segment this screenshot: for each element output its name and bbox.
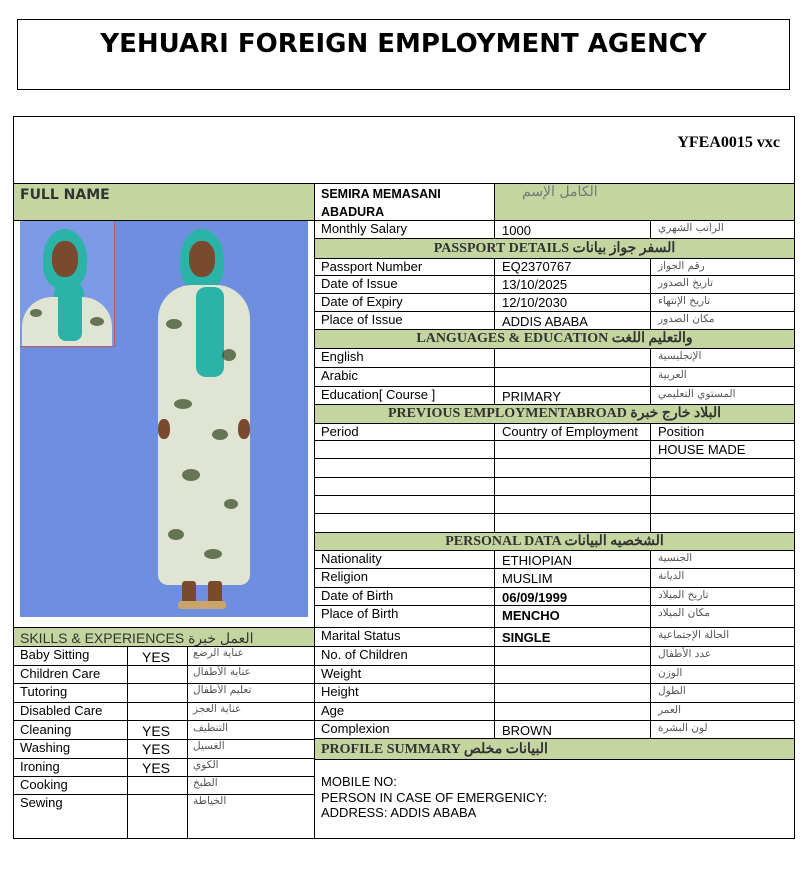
divider: [650, 550, 651, 739]
full-name-arabic: الكامل الإسم: [522, 184, 598, 200]
passport-photo: [20, 221, 115, 347]
tutoring-label: Tutoring: [20, 684, 68, 699]
issue-place-value: ADDIS ABABA: [502, 314, 588, 329]
birth-date-label: Date of Birth: [321, 588, 394, 603]
cooking-arabic: الطبخ: [193, 777, 218, 789]
languages-section-header: LANGUAGES & EDUCATION والتعليم اللغت: [315, 330, 794, 348]
disabled-care-label: Disabled Care: [20, 703, 103, 718]
divider: [314, 458, 795, 459]
divider: [314, 495, 795, 496]
issue-place-label: Place of Issue: [321, 312, 403, 327]
position-value: HOUSE MADE: [658, 442, 746, 457]
employment-section-header: PREVIOUS EMPLOYMENTABROAD البلاد خارج خبرة: [315, 405, 794, 423]
cleaning-arabic: التنظيف: [193, 722, 229, 734]
cleaning-label: Cleaning: [20, 722, 72, 737]
mobile-number: MOBILE NO:: [321, 774, 397, 789]
religion-label: Religion: [321, 569, 368, 584]
arabic-label: Arabic: [321, 368, 358, 383]
divider: [650, 423, 651, 533]
arabic-arabic: العربية: [658, 369, 687, 381]
expiry-date-label: Date of Expiry: [321, 294, 403, 309]
divider: [314, 367, 795, 368]
divider: [187, 646, 188, 839]
religion-arabic: الديانة: [658, 570, 685, 582]
birth-place-label: Place of Birth: [321, 606, 399, 621]
washing-arabic: الغسيل: [193, 740, 225, 752]
washing-label: Washing: [20, 740, 71, 755]
divider: [314, 440, 795, 441]
period-column-header: Period: [321, 424, 359, 439]
divider: [650, 220, 651, 239]
washing-value: YES: [142, 741, 171, 757]
religion-value: MUSLIM: [502, 571, 553, 586]
issue-date-label: Date of Issue: [321, 276, 398, 291]
birth-date-arabic: تاريخ الميلاد: [658, 589, 709, 601]
sewing-arabic: الخياطة: [193, 795, 227, 807]
expiry-date-arabic: تاريخ الإنتهاء: [658, 295, 711, 307]
reference-code: YFEA0015 vxc: [677, 134, 780, 151]
english-arabic: الإنجليسية: [658, 350, 702, 362]
birth-place-value: MENCHO: [502, 608, 560, 623]
salary-arabic: الراتب الشهري: [658, 222, 724, 234]
education-value: PRIMARY: [502, 389, 561, 404]
issue-date-value: 13/10/2025: [502, 277, 568, 292]
cleaning-value: YES: [142, 723, 171, 739]
divider: [314, 550, 795, 551]
passport-section-header: PASSPORT DETAILS السفر جواز بيانات: [315, 239, 794, 258]
complexion-value: BROWN: [502, 723, 552, 738]
full-name-label: FULL NAME: [20, 187, 110, 203]
birth-date-value: 06/09/1999: [502, 590, 568, 605]
full-name-value-2: ABADURA: [321, 205, 385, 219]
divider: [314, 477, 795, 478]
marital-status-label: Marital Status: [321, 628, 401, 643]
divider: [314, 683, 795, 684]
nationality-value: ETHIOPIAN: [502, 553, 573, 568]
issue-date-arabic: تاريخ الصدور: [658, 277, 714, 289]
divider: [314, 568, 795, 569]
divider: [494, 458, 495, 533]
full-name-value: SEMIRA MEMASANI: [321, 187, 441, 201]
children-count-label: No. of Children: [321, 647, 408, 662]
education-label: Education[ Course ]: [321, 387, 436, 402]
full-body-photo: [152, 229, 262, 614]
children-count-arabic: عدد الأطفال: [658, 648, 712, 660]
education-arabic: المستوي التعليمي: [658, 388, 736, 400]
divider: [650, 348, 651, 405]
nationality-arabic: الجنسية: [658, 552, 693, 564]
sewing-label: Sewing: [20, 795, 63, 810]
weight-label: Weight: [321, 666, 362, 681]
applicant-photo: [20, 221, 308, 617]
divider: [314, 348, 795, 349]
marital-status-value: SINGLE: [502, 630, 551, 645]
summary-section-header: PROFILE SUMMARY البيانات مخلص: [321, 742, 548, 757]
skills-section-header: SKILLS & EXPERIENCES العمل خبرة: [20, 630, 254, 646]
children-care-label: Children Care: [20, 666, 101, 681]
disabled-care-arabic: عناية العجز: [193, 703, 242, 715]
agency-title: YEHUARI FOREIGN EMPLOYMENT AGENCY: [17, 19, 790, 90]
complexion-label: Complexion: [321, 721, 390, 736]
personal-section-header: PERSONAL DATA الشخصيه البيانات: [315, 533, 794, 550]
country-column-header: Country of Employment: [502, 424, 638, 439]
baby-sitting-arabic: عناية الرضع: [193, 647, 244, 659]
marital-status-arabic: الحالة الإجتماعية: [658, 629, 730, 641]
children-care-arabic: عناية الأطفال: [193, 666, 251, 678]
divider: [314, 702, 795, 703]
birth-place-arabic: مكان الميلاد: [658, 607, 710, 619]
salary-value: 1000: [502, 223, 531, 238]
salary-label: Monthly Salary: [321, 221, 407, 236]
issue-place-arabic: مكان الصدور: [658, 313, 715, 325]
address: ADDRESS: ADDIS ABABA: [321, 805, 477, 820]
baby-sitting-value: YES: [142, 649, 171, 665]
passport-number-label: Passport Number: [321, 259, 423, 274]
passport-number-arabic: رقم الجواز: [658, 260, 705, 272]
emergency-contact: PERSON IN CASE OF EMERGENICY:: [321, 790, 548, 805]
divider: [314, 513, 795, 514]
baby-sitting-label: Baby Sitting: [20, 647, 90, 662]
divider: [314, 759, 795, 760]
nationality-label: Nationality: [321, 551, 382, 566]
complexion-arabic: لون البشرة: [658, 722, 708, 734]
divider: [650, 258, 651, 330]
divider: [127, 646, 128, 839]
tutoring-arabic: تعليم الأطفال: [193, 684, 252, 696]
cooking-label: Cooking: [20, 777, 68, 792]
divider: [494, 550, 495, 739]
expiry-date-value: 12/10/2030: [502, 295, 568, 310]
weight-arabic: الوزن: [658, 667, 683, 679]
divider: [13, 720, 315, 721]
position-column-header: Position: [658, 424, 705, 439]
age-arabic: العمر: [658, 704, 682, 716]
english-label: English: [321, 349, 364, 364]
ironing-arabic: الكوي: [193, 759, 219, 771]
ironing-value: YES: [142, 760, 171, 776]
ironing-label: Ironing: [20, 759, 60, 774]
divider: [314, 665, 795, 666]
height-arabic: الطول: [658, 685, 686, 697]
passport-number-value: EQ2370767: [502, 259, 572, 274]
height-label: Height: [321, 684, 359, 699]
age-label: Age: [321, 703, 345, 718]
